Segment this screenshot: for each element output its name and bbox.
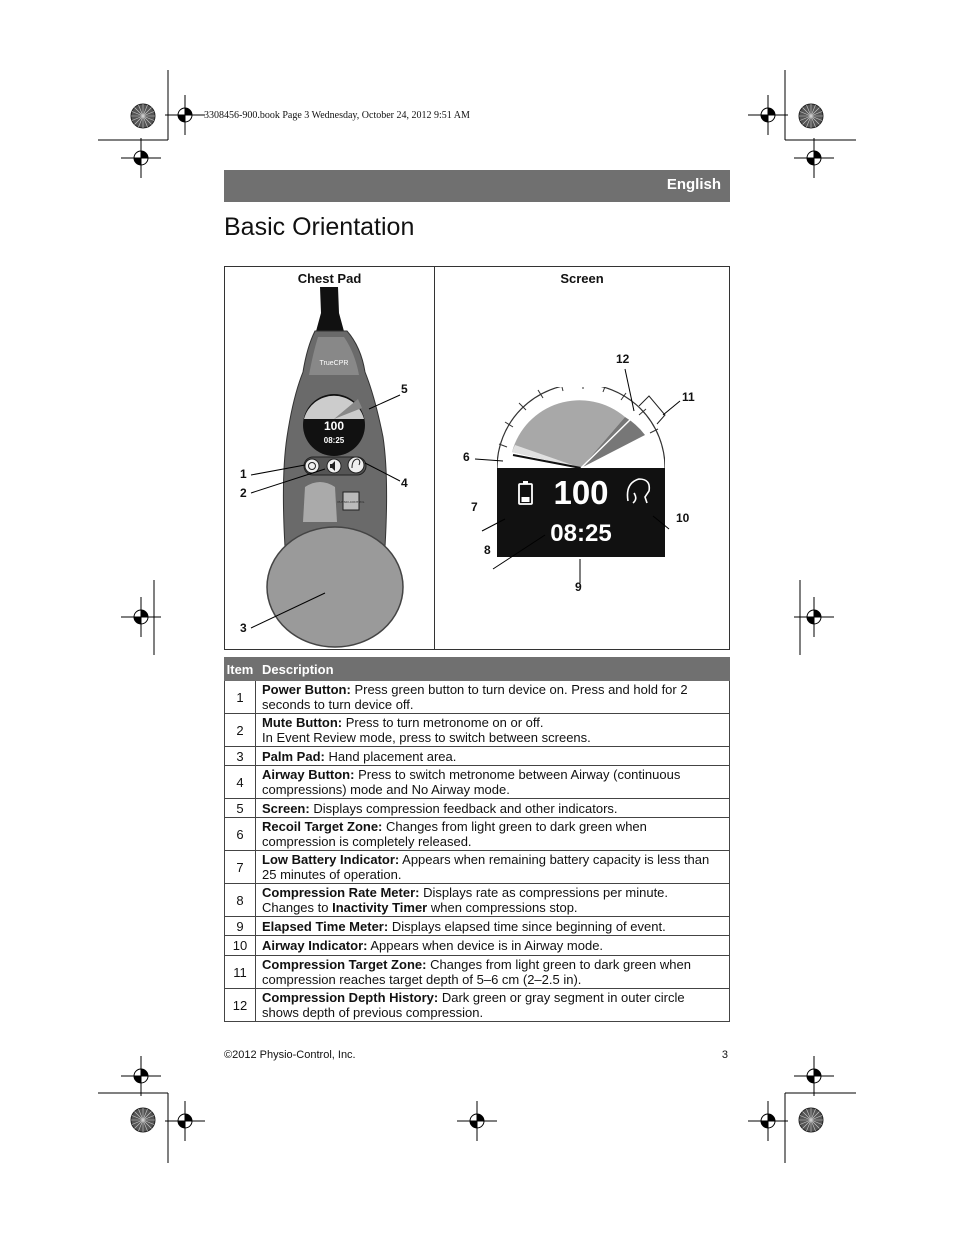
callout-1: 1 <box>240 467 247 481</box>
item-description <box>256 989 730 1022</box>
item-text: Press green button to turn device on. Press and hold for 2 seconds to turn device off. <box>262 682 688 712</box>
callout-7: 7 <box>471 500 478 514</box>
item-text-tail: when compressions stop. <box>427 900 578 915</box>
callout-5: 5 <box>401 382 408 396</box>
item-term: Airway Indicator: <box>262 938 368 953</box>
callout-6: 6 <box>463 450 470 464</box>
item-text: Appears when device is in Airway mode. <box>367 938 604 953</box>
item-number: 2 <box>225 714 256 747</box>
item-number: 12 <box>225 989 256 1022</box>
item-text: Dark green or gray segment in outer circle shows depth of previous compression. <box>262 990 685 1020</box>
item-text: Displays compression feedback and other indicators. <box>309 800 618 816</box>
callout-8: 8 <box>484 543 491 557</box>
device-rate-text: 100 <box>323 419 345 433</box>
screen-time-text: 08:25 <box>550 520 612 547</box>
copyright-text: ©2012 Physio-Control, Inc. <box>224 1049 356 1061</box>
item-term-inline: Inactivity Timer <box>332 900 428 915</box>
page-number: 3 <box>721 1049 728 1061</box>
item-term: Compression Rate Meter: <box>262 885 420 900</box>
table-row <box>225 714 730 747</box>
item-number: 9 <box>225 917 256 936</box>
item-number: 3 <box>225 747 256 766</box>
item-text: Changes from light green to dark green when compression is completely released. <box>262 819 647 849</box>
screen-rate-text: 100 <box>553 474 609 511</box>
device-time-text: 08:25 <box>323 436 345 445</box>
item-term: Low Battery Indicator: <box>262 852 400 867</box>
table-row <box>225 818 730 851</box>
description-column-header: Description <box>256 658 730 681</box>
item-description <box>256 884 730 917</box>
language-label: English <box>666 176 721 193</box>
table-row <box>225 917 730 936</box>
callout-11: 11 <box>682 390 695 404</box>
orientation-figure <box>224 266 730 650</box>
item-column-header: Item <box>225 658 256 681</box>
table-row <box>225 936 730 956</box>
item-text: Press to switch metronome between Airway (continuous compressions) mode and No Airway mode. <box>262 767 681 797</box>
item-description <box>256 799 730 818</box>
item-description <box>256 714 730 747</box>
item-description <box>256 681 730 714</box>
table-header-row <box>225 658 730 681</box>
item-description <box>256 936 730 956</box>
callout-9: 9 <box>575 580 582 594</box>
item-text: Press to turn metronome on or off. <box>342 715 544 730</box>
screen-illustration <box>435 287 729 649</box>
screen-heading: Screen <box>560 271 604 286</box>
item-term: Recoil Target Zone: <box>262 819 383 834</box>
book-info-line: 3308456-900.book Page 3 Wednesday, October 24, 2012 9:51 AM <box>204 110 470 121</box>
table-row <box>225 747 730 766</box>
chest-pad-heading: Chest Pad <box>297 271 362 286</box>
item-number: 11 <box>225 956 256 989</box>
callout-2: 2 <box>240 486 247 500</box>
page-title: Basic Orientation <box>224 213 415 241</box>
item-term: Power Button: <box>262 682 351 697</box>
callout-4: 4 <box>401 476 408 490</box>
item-number: 6 <box>225 818 256 851</box>
table-row <box>225 799 730 818</box>
table-row <box>225 766 730 799</box>
item-text: Changes from light green to dark green when compression reaches target depth of 5–6 cm (2–2.5 in). <box>262 957 691 987</box>
callout-10: 10 <box>676 511 690 525</box>
item-number: 5 <box>225 799 256 818</box>
item-number: 8 <box>225 884 256 917</box>
item-number: 7 <box>225 851 256 884</box>
item-description <box>256 851 730 884</box>
item-number: 10 <box>225 936 256 956</box>
table-row <box>225 681 730 714</box>
table-row <box>225 956 730 989</box>
callout-3: 3 <box>240 621 247 635</box>
item-term: Palm Pad: <box>262 748 325 764</box>
item-description <box>256 766 730 799</box>
item-term: Compression Target Zone: <box>262 957 427 972</box>
item-text: Displays elapsed time since beginning of event. <box>388 918 666 934</box>
item-term: Airway Button: <box>262 767 355 782</box>
item-text: Displays rate as compressions per minute. Changes to <box>262 885 669 915</box>
item-description <box>256 956 730 989</box>
callout-12: 12 <box>616 352 630 366</box>
item-description <box>256 917 730 936</box>
item-description <box>256 818 730 851</box>
item-term: Screen: <box>262 800 310 816</box>
item-number: 4 <box>225 766 256 799</box>
item-term: Elapsed Time Meter: <box>262 918 389 934</box>
item-description <box>256 747 730 766</box>
device-badge-text: PHYSIO-CONTROL <box>337 500 365 504</box>
item-text: Hand placement area. <box>324 748 457 764</box>
device-brand-text: TrueCPR <box>319 360 349 367</box>
items-table <box>224 657 730 1022</box>
table-row <box>225 884 730 917</box>
item-text-line2: In Event Review mode, press to switch between screens. <box>262 730 591 745</box>
table-row <box>225 989 730 1022</box>
item-term: Mute Button: <box>262 715 343 730</box>
item-text: Appears when remaining battery capacity is less than 25 minutes of operation. <box>262 852 710 882</box>
item-number: 1 <box>225 681 256 714</box>
power-icon <box>305 459 319 473</box>
table-row <box>225 851 730 884</box>
chest-pad-illustration <box>225 287 434 649</box>
language-bar <box>224 170 730 202</box>
item-term: Compression Depth History: <box>262 990 439 1005</box>
